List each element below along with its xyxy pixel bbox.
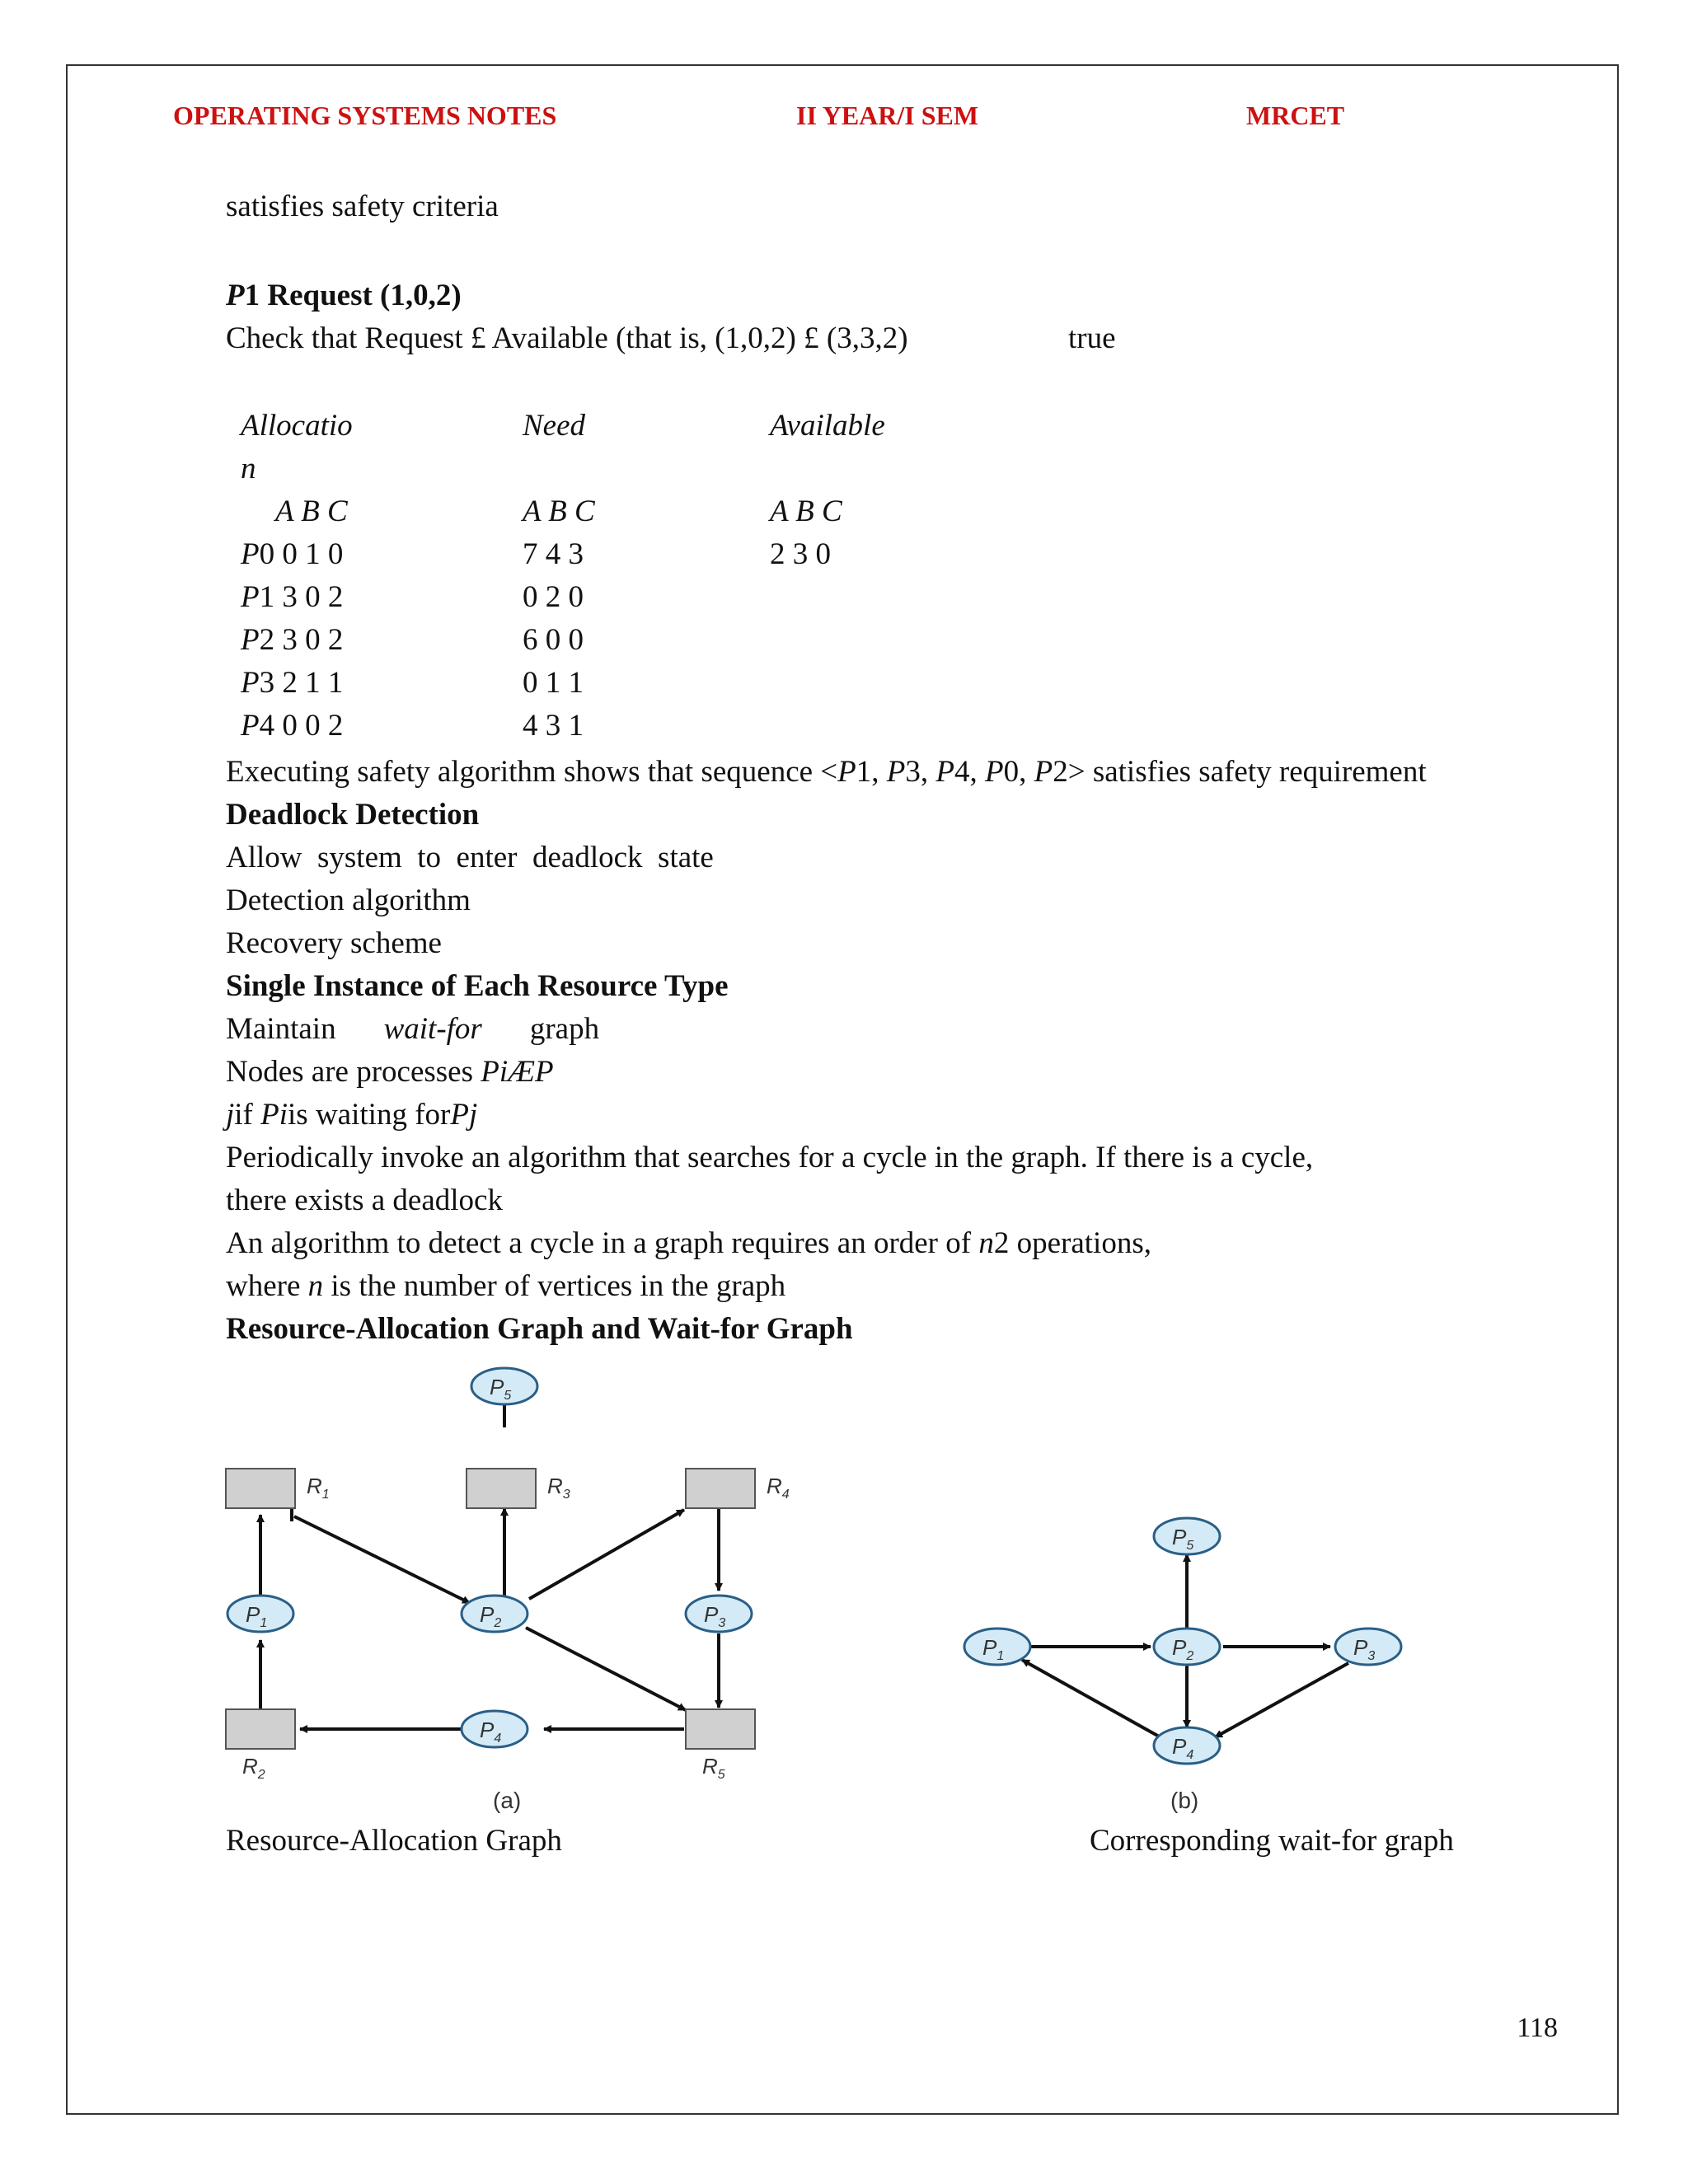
edge-p3-p4 bbox=[1215, 1663, 1348, 1737]
order-text: An algorithm to detect a cycle in a graph requires an order of bbox=[226, 1226, 979, 1260]
col-allocation-wrap: n bbox=[241, 452, 256, 485]
row-available: 2 3 0 bbox=[770, 537, 831, 571]
waiting-text: if bbox=[234, 1098, 261, 1132]
label-r4: $R_4$ bbox=[767, 1474, 790, 1502]
safety-p: P bbox=[935, 755, 954, 789]
wfg-label-p3: $P_3$ bbox=[1353, 1635, 1376, 1663]
col-allocation: Allocatio bbox=[241, 409, 353, 443]
label-p5: $P_5$ bbox=[490, 1375, 512, 1403]
caption-wait-for: Corresponding wait-for graph bbox=[1090, 1824, 1454, 1858]
row-process-letter: P bbox=[241, 537, 260, 571]
edge-p2-r5 bbox=[526, 1628, 686, 1710]
request-heading-rest: 1 Request (1,0,2) bbox=[244, 279, 462, 312]
wfg-label-p1: $P_1$ bbox=[982, 1635, 1005, 1663]
page-number: 118 bbox=[1517, 2013, 1558, 2043]
abc-available: A B C bbox=[770, 494, 842, 528]
row-need: 6 0 0 bbox=[523, 623, 584, 657]
label-r1: $R_1$ bbox=[307, 1474, 330, 1502]
nodes-italic: PiÆP bbox=[481, 1055, 554, 1089]
request-heading-p: P bbox=[226, 279, 245, 312]
label-p1: $P_1$ bbox=[246, 1602, 268, 1630]
safety-p: P bbox=[1034, 755, 1053, 789]
label-r2: $R_2$ bbox=[242, 1754, 265, 1782]
deadlock-detection-heading: Deadlock Detection bbox=[226, 798, 480, 832]
resource-r5 bbox=[686, 1709, 755, 1749]
intro-line: satisfies safety criteria bbox=[226, 190, 499, 223]
label-r3: $R_3$ bbox=[547, 1474, 570, 1502]
safety-text: 2> satisfies safety requirement bbox=[1053, 755, 1427, 789]
abc-need: A B C bbox=[523, 494, 595, 528]
safety-text: 1, bbox=[856, 755, 887, 789]
row-need: 0 1 1 bbox=[523, 666, 584, 700]
request-result: true bbox=[1068, 321, 1116, 355]
graphs-heading: Resource-Allocation Graph and Wait-for Graph bbox=[226, 1312, 853, 1346]
where-n: n bbox=[307, 1269, 324, 1303]
safety-text: 4, bbox=[954, 755, 985, 789]
col-available: Available bbox=[770, 409, 885, 443]
resource-r3 bbox=[467, 1469, 536, 1508]
waiting-pi: Pi bbox=[260, 1098, 288, 1132]
row-allocation: 2 3 0 2 bbox=[259, 623, 344, 657]
edge-r1-p2 bbox=[294, 1516, 470, 1603]
row-process-letter: P bbox=[241, 666, 260, 700]
row-process-letter: P bbox=[241, 623, 260, 657]
wait-for-word: wait-for bbox=[383, 1012, 482, 1046]
caption-resource-allocation: Resource-Allocation Graph bbox=[226, 1824, 562, 1858]
maintain-word: Maintain bbox=[226, 1012, 336, 1046]
graph-word: graph bbox=[529, 1012, 600, 1046]
row-allocation: 1 3 0 2 bbox=[259, 580, 344, 614]
edge-p2-r4 bbox=[529, 1510, 684, 1599]
detection-item: Allow system to enter deadlock state bbox=[226, 841, 714, 874]
edge-p4-p1 bbox=[1022, 1660, 1160, 1737]
request-check: Check that Request £ Available (that is, (1,0,2) £ (3,3,2) bbox=[226, 321, 908, 355]
row-allocation: 3 2 1 1 bbox=[259, 666, 344, 700]
wfg-label-p4: $P_4$ bbox=[1172, 1734, 1194, 1762]
resource-r2 bbox=[226, 1709, 295, 1749]
periodic-line-2: there exists a deadlock bbox=[226, 1183, 503, 1217]
safety-text: 0, bbox=[1003, 755, 1034, 789]
waiting-pj: Pj bbox=[450, 1098, 478, 1132]
resource-r1 bbox=[226, 1469, 295, 1508]
row-allocation: 4 0 0 2 bbox=[259, 709, 344, 743]
abc-allocation: A B C bbox=[275, 494, 348, 528]
label-figure-b: (b) bbox=[1170, 1788, 1199, 1813]
safety-p: P bbox=[985, 755, 1004, 789]
waiting-text: is waiting for bbox=[288, 1098, 451, 1132]
detection-item: Detection algorithm bbox=[226, 883, 471, 917]
wfg-label-p2: $P_2$ bbox=[1172, 1635, 1194, 1663]
header-year: II YEAR/I SEM bbox=[796, 101, 979, 130]
order-text: 2 operations, bbox=[993, 1226, 1151, 1260]
detection-item: Recovery scheme bbox=[226, 926, 442, 960]
wfg-labels bbox=[982, 1525, 1375, 1762]
safety-p: P bbox=[886, 755, 906, 789]
row-need: 0 2 0 bbox=[523, 580, 584, 614]
label-p2: $P_2$ bbox=[480, 1602, 502, 1630]
header-college: MRCET bbox=[1246, 101, 1345, 130]
safety-text: 3, bbox=[905, 755, 936, 789]
resource-r4 bbox=[686, 1469, 755, 1508]
row-process-letter: P bbox=[241, 709, 260, 743]
label-r5: $R_5$ bbox=[702, 1754, 725, 1782]
label-p3: $P_3$ bbox=[704, 1602, 726, 1630]
safety-p: P bbox=[837, 755, 856, 789]
nodes-text: Nodes are processes bbox=[226, 1055, 481, 1089]
header-course: OPERATING SYSTEMS NOTES bbox=[173, 101, 557, 130]
periodic-line-1: Periodically invoke an algorithm that searches for a cycle in the graph. If there is a cycle, bbox=[226, 1141, 1314, 1174]
waiting-j: j bbox=[226, 1098, 235, 1132]
label-p4: $P_4$ bbox=[480, 1718, 502, 1746]
row-allocation: 0 0 1 0 bbox=[259, 537, 344, 571]
label-figure-a: (a) bbox=[493, 1788, 522, 1813]
rag-processes bbox=[227, 1368, 752, 1747]
row-need: 7 4 3 bbox=[523, 537, 584, 571]
order-n: n bbox=[978, 1226, 994, 1260]
rag-edges bbox=[260, 1378, 719, 1729]
wfg-label-p5: $P_5$ bbox=[1172, 1525, 1194, 1553]
single-instance-heading: Single Instance of Each Resource Type bbox=[226, 969, 729, 1003]
row-process-letter: P bbox=[241, 580, 260, 614]
where-text: is the number of vertices in the graph bbox=[323, 1269, 786, 1303]
col-need: Need bbox=[523, 409, 586, 443]
safety-text: Executing safety algorithm shows that sequence < bbox=[226, 755, 838, 789]
where-text: where bbox=[226, 1269, 308, 1303]
row-need: 4 3 1 bbox=[523, 709, 584, 743]
